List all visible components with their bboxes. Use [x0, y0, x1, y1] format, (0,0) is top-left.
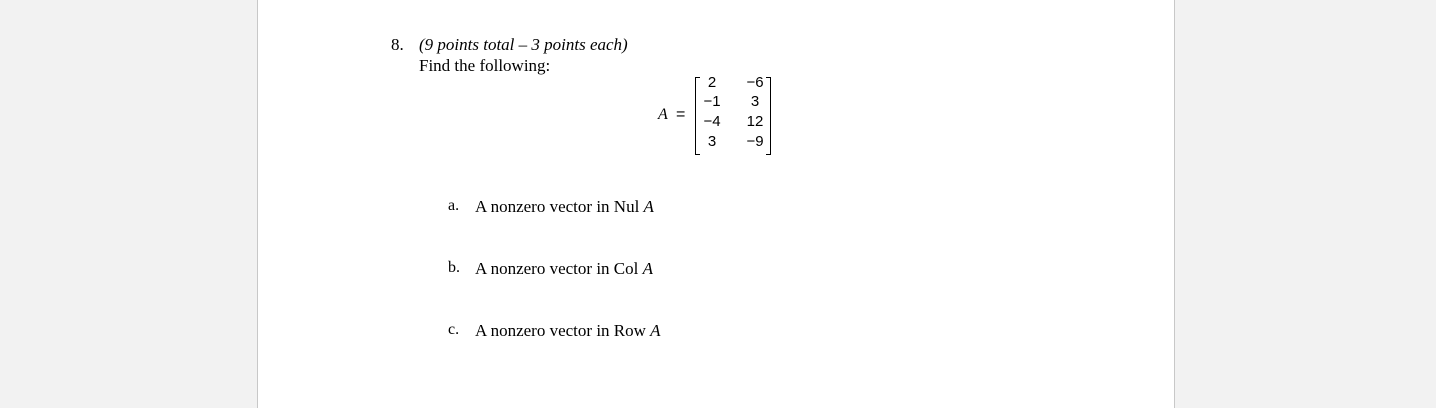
- part-c-letter: c.: [448, 321, 460, 338]
- matrix-cell: 3: [750, 93, 760, 110]
- part-a-letter: a.: [448, 197, 460, 214]
- equals-sign: =: [676, 106, 686, 123]
- part-a-label: A nonzero vector in Nul: [475, 197, 640, 216]
- part-c-text: [475, 321, 661, 341]
- part-b-letter: b.: [448, 259, 460, 276]
- part-b-text: [475, 259, 653, 279]
- part-b-label: A nonzero vector in Col: [475, 259, 639, 278]
- matrix-cell: 2: [707, 74, 717, 91]
- question-instruction: Find the following:: [419, 56, 551, 75]
- question-points: (9 points total – 3 points each): [419, 35, 628, 54]
- question-number: 8.: [391, 35, 404, 54]
- matrix-cell: 12: [746, 113, 764, 130]
- matrix-cell: −6: [746, 74, 764, 91]
- matrix-cell: −9: [746, 133, 764, 150]
- part-b-var: A: [642, 259, 653, 278]
- part-c-var: A: [650, 321, 661, 340]
- part-a-text: [475, 197, 654, 217]
- part-c-label: A nonzero vector in Row: [475, 321, 646, 340]
- matrix-cell: 3: [707, 133, 717, 150]
- matrix-label: A: [658, 106, 668, 123]
- matrix-cell: −1: [703, 93, 721, 110]
- matrix-cell: −4: [703, 113, 721, 130]
- document-page: [257, 0, 1175, 408]
- part-a-var: A: [643, 197, 654, 216]
